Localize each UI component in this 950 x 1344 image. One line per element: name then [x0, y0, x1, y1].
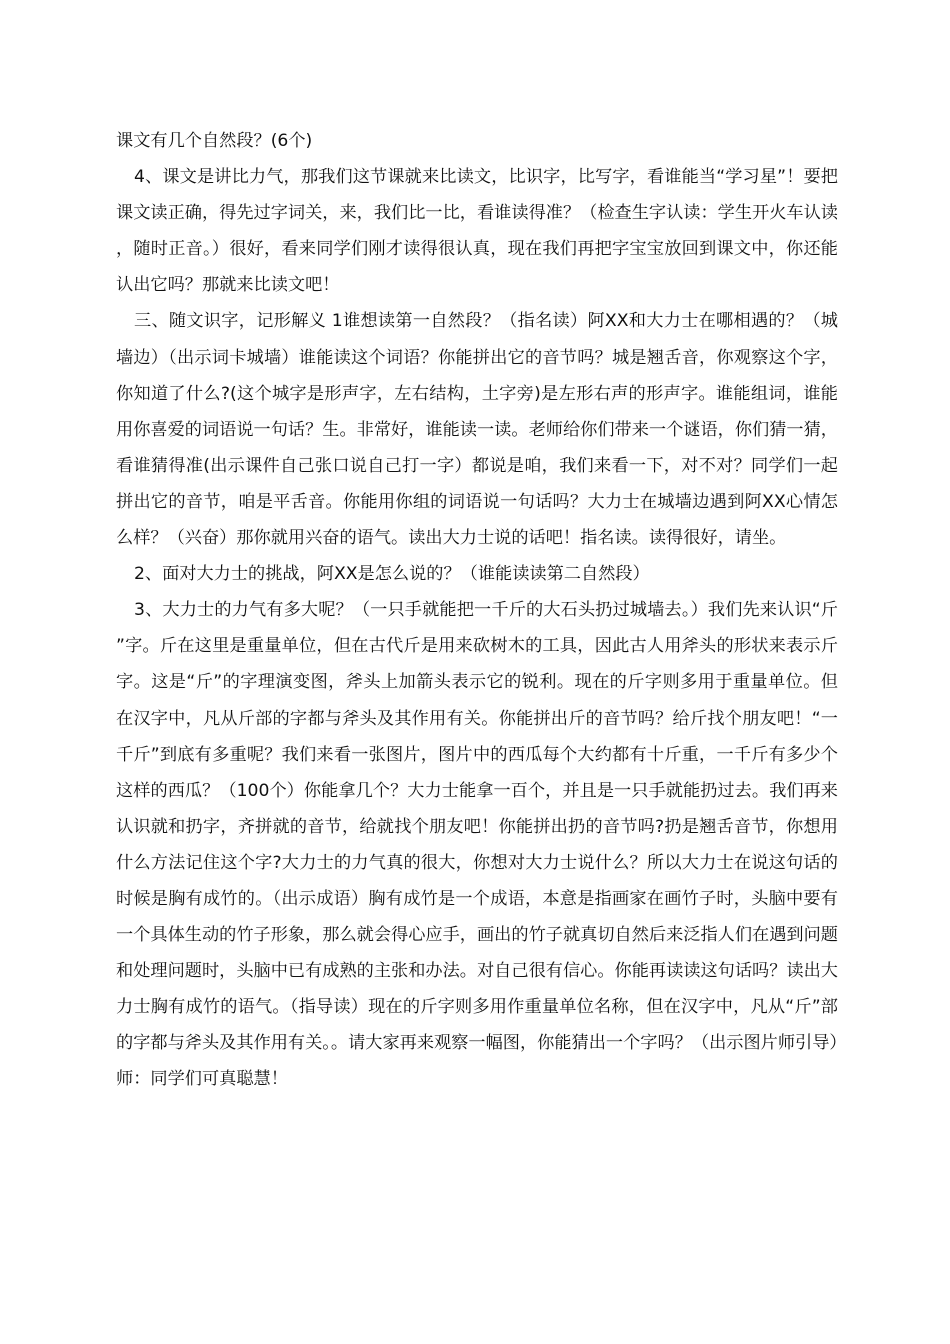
document-body — [116, 123, 838, 1098]
paragraph-step-2: 2、面对大力士的挑战，阿XX是怎么说的？（谁能读读第二自然段） — [134, 564, 650, 585]
paragraph-step-3: 3、大力士的力气有多大呢？（一只手就能把一千斤的大石头扔过城墙去。）我们先来认识“斤”字。斤在这里是重量单位，但在古代斤是用来砍树木的工具，因此古人用斧头的形状来表示斤字。这是“斤”的字理演变图，斧头上加箭头表示它的锐利。现在的斤字则多用于重量单位。但在汉字中，凡从斤部的字都与斧头及其作用有关。你能拼出斤的音节吗？给斤找个朋友吧！“一千斤”到底有多重呢？我们来看一张图片，图片中的西瓜每个大约都有十斤重，一千斤有多少个这样的西瓜？（100个）你能拿几个？大力士能拿一百个，并且是一只手就能扔过去。我们再来认识就和扔字，齐拼就的音节，给就找个朋友吧！你能拼出扔的音节吗?扔是翘舌音节，你想用什么方法记住这个字?大力士的力气真的很大，你想对大力士说什么？所以大力士在说这句话的时候是胸有成竹的。（出示成语）胸有成竹是一个成语，本意是指画家在画竹子时，头脑中要有一个具体生动的竹子形象，那么就会得心应手，画出的竹子就真切自然后来泛指人们在遇到问题和处理问题时，头脑中已有成熟的主张和办法。对自己很有信心。你能再读读这句话吗？读出大力士胸有成竹的语气。（指导读）现在的斤字则多用作重量单位名称，但在汉字中，凡从“斤”部的字都与斧头及其作用有关。。请大家再来观察一幅图，你能猜出一个字吗？（出示图片师引导）师：同学们可真聪慧！ — [116, 600, 838, 1090]
paragraph-paragraph-count: 课文有几个自然段？(6个) — [116, 131, 313, 151]
paragraph-section-3: 三、随文识字，记形解义 1谁想读第一自然段？（指名读）阿XX和大力士在哪相遇的？（城墙边）（出示词卡城墙）谁能读这个词语？你能拼出它的音节吗？城是翘舌音，你观察这个字，你知道了什么?(这个城字是形声字，左右结构，土字旁)是左形右声的形声字。谁能组词，谁能用你喜爱的词语说一句话？生。非常好，谁能读一读。老师给你们带来一个谜语，你们猜一猜，看谁猜得准(出示课件自己张口说自己打一字）都说是咱，我们来看一下，对不对？同学们一起拼出它的音节，咱是平舌音。你能用你组的词语说一句话吗？大力士在城墙边遇到阿XX心情怎么样？（兴奋）那你就用兴奋的语气。读出大力士说的话吧！指名读。读得很好，请坐。 — [116, 311, 838, 549]
paragraph-step-4: 4、课文是讲比力气，那我们这节课就来比读文，比识字，比写字，看谁能当“学习星”！要把课文读正确，得先过字词关，来，我们比一比，看谁读得准？（检查生字认读：学生开火车认读，随时正音。）很好，看来同学们刚才读得很认真，现在我们再把字宝宝放回到课文中，你还能认出它吗？那就来比读文吧！ — [116, 167, 838, 296]
